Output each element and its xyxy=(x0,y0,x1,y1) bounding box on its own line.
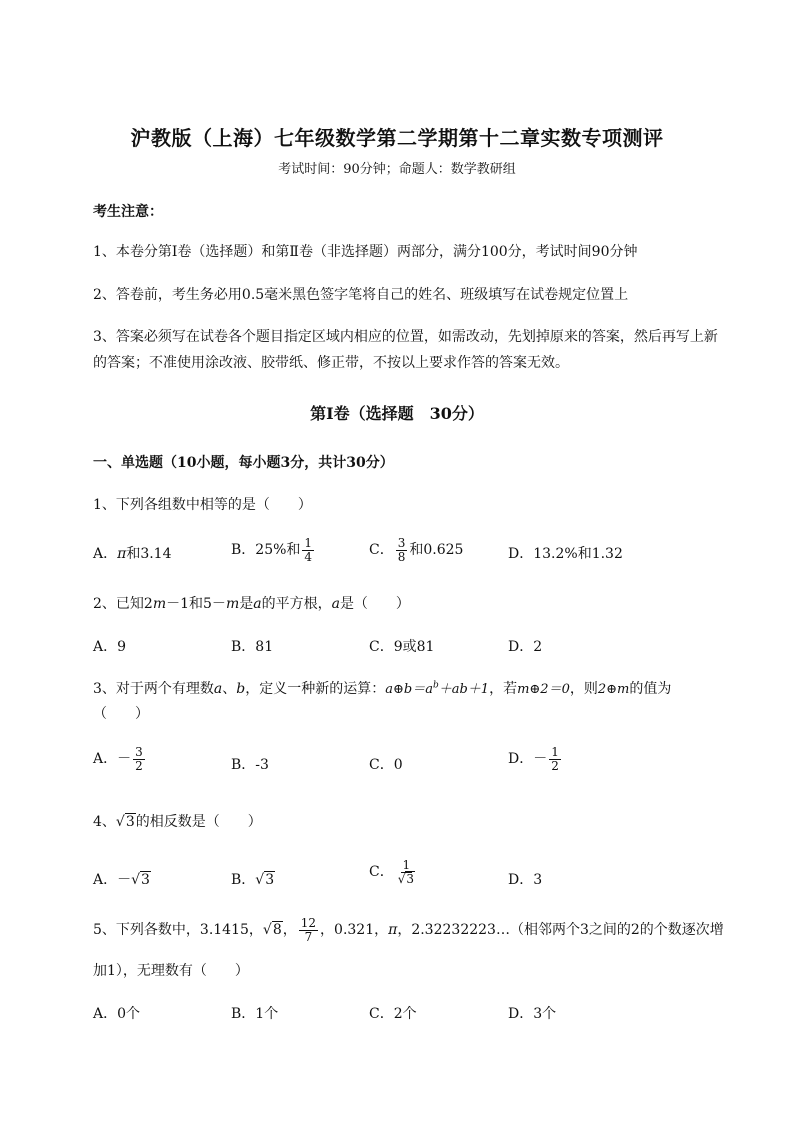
fraction: $\frac{3}{8}$ xyxy=(397,536,406,564)
option-b: B．81 xyxy=(231,639,274,655)
exam-info: 考试时间：90分钟；命题人：数学教研组 xyxy=(278,162,516,177)
part-heading: 一、单选题（10小题，每小题3分，共计30分） xyxy=(93,455,394,471)
option-c: C．9或81 xyxy=(369,639,435,655)
fraction: $\frac{3}{2}$ xyxy=(135,745,143,773)
option-a: A．－√3 xyxy=(93,872,150,888)
sqrt-symbol: √8 xyxy=(262,922,282,939)
formula: $a\oplus b=a^b+ab+1$ xyxy=(385,680,490,697)
option-a: A．9 xyxy=(93,639,127,655)
question-stem: 4、√3的相反数是（ ） xyxy=(93,814,262,830)
option-d: D．－ $\frac{1}{2}$ xyxy=(508,745,559,773)
question-stem: 5、下列各数中，3.1415，√8， $\frac{12}{7}$ ，0.321，π，2.32232223…（相邻两个3之间的2的个数逐次增 xyxy=(93,916,724,944)
option-c: C． $\frac{1}{√3}$ xyxy=(369,859,419,885)
option-a: A．－ $\frac{3}{2}$ xyxy=(93,745,143,773)
option-b: B．25%和 $\frac{1}{4}$ xyxy=(231,536,313,564)
question-stem-line2: （ ） xyxy=(93,706,149,722)
option-a: A．π和3.14 xyxy=(93,546,172,562)
question-stem: 2、已知2m－1和5－m是a的平方根，a是（ ） xyxy=(93,596,410,612)
option-d: D．2 xyxy=(508,639,543,655)
option-c: C． $\frac{3}{8}$ 和0.625 xyxy=(369,536,464,564)
option-a: A．0个 xyxy=(93,1006,141,1022)
notice-item: 2、答卷前，考生务必用0.5毫米黑色签字笔将自己的姓名、班级填写在试卷规定位置上 xyxy=(93,287,629,303)
sqrt-symbol: √3 xyxy=(397,871,415,886)
question-stem: 1、下列各组数中相等的是（ ） xyxy=(93,497,312,513)
option-c: C．0 xyxy=(369,757,403,773)
fraction: $\frac{1}{2}$ xyxy=(551,745,559,773)
option-b: B．1个 xyxy=(231,1006,279,1022)
notice-item: 的答案；不准使用涂改液、胶带纸、修正带，不按以上要求作答的答案无效。 xyxy=(93,355,569,371)
notice-item: 1、本卷分第I卷（选择题）和第Ⅱ卷（非选择题）两部分，满分100分，考试时间90分钟 xyxy=(93,244,638,260)
option-d: D．3 xyxy=(508,872,543,888)
option-b: B．-3 xyxy=(231,757,269,773)
question-stem: 3、对于两个有理数a、b，定义一种新的运算：$a\oplus b=a^b+ab+1$，若m⊕2＝0，则2⊕m的值为 xyxy=(93,680,672,697)
fraction: $\frac{1}{√3}$ xyxy=(397,858,415,886)
fraction: $\frac{12}{7}$ xyxy=(300,916,317,944)
option-c: C．2个 xyxy=(369,1006,417,1022)
sqrt-symbol: √3 xyxy=(115,814,135,830)
section-title: 第I卷（选择题 30分） xyxy=(310,404,484,423)
page-title: 沪教版（上海）七年级数学第二学期第十二章实数专项测评 xyxy=(130,126,664,150)
sqrt-symbol: √3 xyxy=(255,872,275,888)
option-d: D．3个 xyxy=(508,1006,557,1022)
question-stem-line2: 加1），无理数有（ ） xyxy=(93,963,249,979)
fraction: $\frac{1}{4}$ xyxy=(304,536,313,564)
option-d: D．13.2%和1.32 xyxy=(508,546,623,562)
notice-heading: 考生注意： xyxy=(93,204,163,220)
option-b: B．√3 xyxy=(231,872,275,888)
notice-item: 3、答案必须写在试卷各个题目指定区域内相应的位置，如需改动，先划掉原来的答案，然后再写上新 xyxy=(93,329,718,345)
sqrt-symbol: √3 xyxy=(131,872,150,888)
